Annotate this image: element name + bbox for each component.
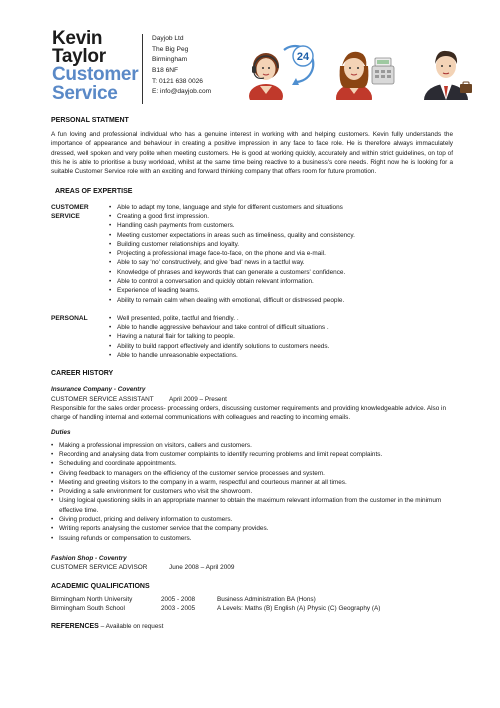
personal-statement-text: A fun loving and professional individual who has a genuine interest in working with and helping customers. Kevin fully understands the importance of appearance and behaviour in creating a positive impression in any face to face role. He is therefore always immaculately dressed, well spoken and very polite when meeting customers. He is good at working quickly, accurately and within strict guidelines, on top of this he is able to prioritise a busy workload, whilst at the same time being reactive to a business's core needs. Right now he is looking for a suitable Customer Service role with an exciting and forward thinking company that offers room for future promotion. [51,131,453,176]
expertise-personal [51,314,453,360]
academic-table [51,595,380,614]
list-item: • Experience of leading teams. [109,286,453,295]
customer-service-list [109,203,453,305]
role-line-2: Service [52,82,118,104]
contact-postcode: B18 6NF [152,67,179,75]
references-text: – Available on request [98,623,164,631]
contact-company: Dayjob Ltd [152,35,184,42]
years-cell: 2005 - 2008 [161,595,196,603]
school-cell: Birmingham North University [51,595,133,603]
call-center-agent-icon [248,36,324,100]
references-label: REFERENCES [51,623,99,631]
list-item: • Using logical questioning skills in an appropriate manner to obtain the maximum relevant information from the customer in the minimum effective time. [51,496,453,515]
first-name: Kevin [52,28,103,49]
list-item: • Ability to remain calm when dealing with emotional, difficult or distressed people. [109,296,453,305]
list-item: • Writing reports analysing the customer service that the company provides. [51,524,453,533]
role-line-1: Customer [52,64,139,86]
list-item: • Able to say 'no' constructively, and give 'bad' news in a tactful way. [109,258,453,267]
contact-phone: T: 0121 638 0026 [152,77,203,85]
list-item: • Making a professional impression on visitors, callers and customers. [51,441,453,450]
last-name: Taylor [52,46,106,68]
list-item: • Creating a good first impression. [109,212,453,221]
personal-statement-heading: PERSONAL STATMENT [51,117,129,124]
contact-city: Birmingham [152,56,188,64]
job1-position-row [51,395,453,404]
list-item: • Meeting customer expectations in areas such as timeliness, quality and consistency. [109,231,453,240]
contact-address-1: The Big Peg [152,45,189,53]
years-cell: 2003 - 2005 [161,604,196,612]
list-item: • Building customer relationships and loyalty. [109,240,453,249]
list-item: • Projecting a professional image face-to-face, on the phone and via e-mail. [109,249,453,258]
school-cell: Birmingham South School [51,604,125,612]
list-item: • Able to control a conversation and quickly obtain relevant information. [109,277,453,286]
list-item: • Providing a safe environment for customers who visit the showroom. [51,487,453,496]
resume-body [51,116,453,632]
job1-position: CUSTOMER SERVICE ASSISTANT [51,395,154,403]
job2-position-row [51,563,453,572]
expertise-heading: AREAS OF EXPERTISE [55,187,133,195]
list-item: • Able to handle aggressive behaviour and take control of difficult situations . [109,323,453,332]
table-row [51,595,380,604]
job2-company: Fashion Shop - Coventry [51,554,127,562]
personal-list [109,314,453,360]
name-block [52,30,138,103]
qualification-cell: A Levels: Maths (B) English (A) Physic (C) Geography (A) [217,604,381,612]
job2-position: CUSTOMER SERVICE ADVISOR [51,564,148,572]
list-item: • Giving feedback to managers on the efficiency of the customer service processes and system. [51,469,453,478]
contact-block [152,34,211,98]
expertise-customer-service [51,203,453,305]
qualification-cell: Business Administration BA (Hons) [217,595,316,603]
customer-service-label: CUSTOMER SERVICE [51,203,89,221]
businessman-icon [416,36,476,100]
list-item: • Knowledge of phrases and keywords that can generate a customers' confidence. [109,268,453,277]
header-divider [142,34,143,104]
list-item: • Able to adapt my tone, language and style for different customers and situations [109,203,453,212]
list-item: • Issuing refunds or compensation to customers. [51,534,453,543]
table-row [51,604,380,613]
references-line [51,622,453,632]
list-item: • Able to handle unreasonable expectations. [109,351,453,360]
job2-dates: June 2008 – April 2009 [169,564,235,572]
list-item: • Having a natural flair for talking to people. [109,332,453,341]
duties-list [51,441,453,543]
job1-dates: April 2009 – Present [169,395,227,403]
list-item: • Recording and analysing data from customer complaints to identify recurring problems and limit repeat complaints. [51,450,453,459]
cashier-icon [332,36,398,100]
list-item: • Ability to build rapport effectively and identify solutions to customers needs. [109,342,453,351]
academic-heading: ACADEMIC QUALIFICATIONS [51,583,150,591]
job1-summary: Responsible for the sales order process- processing orders, discussing customer requirements and providing knowledgeable advice. Also in charge of handling internal and external communications with colleagues and reacting to incoming emails. [51,404,447,422]
list-item: • Giving product, pricing and delivery information to customers. [51,515,453,524]
list-item: • Well presented, polite, tactful and friendly. . [109,314,453,323]
personal-label: PERSONAL [51,314,88,322]
career-heading: CAREER HISTORY [51,370,114,378]
avatar-row [248,36,478,100]
contact-email[interactable]: E: info@dayjob.com [152,88,212,96]
list-item: • Meeting and greeting visitors to the company in a warm, respectful and courteous manner at all times. [51,478,453,487]
job1-company: Insurance Company - Coventry [51,386,146,394]
duties-label: Duties [51,429,71,437]
list-item: • Scheduling and coordinate appointments. [51,459,453,468]
badge-24-text: 24 [296,51,310,63]
resume-header [52,30,472,110]
list-item: • Handling cash payments from customers. [109,221,453,230]
